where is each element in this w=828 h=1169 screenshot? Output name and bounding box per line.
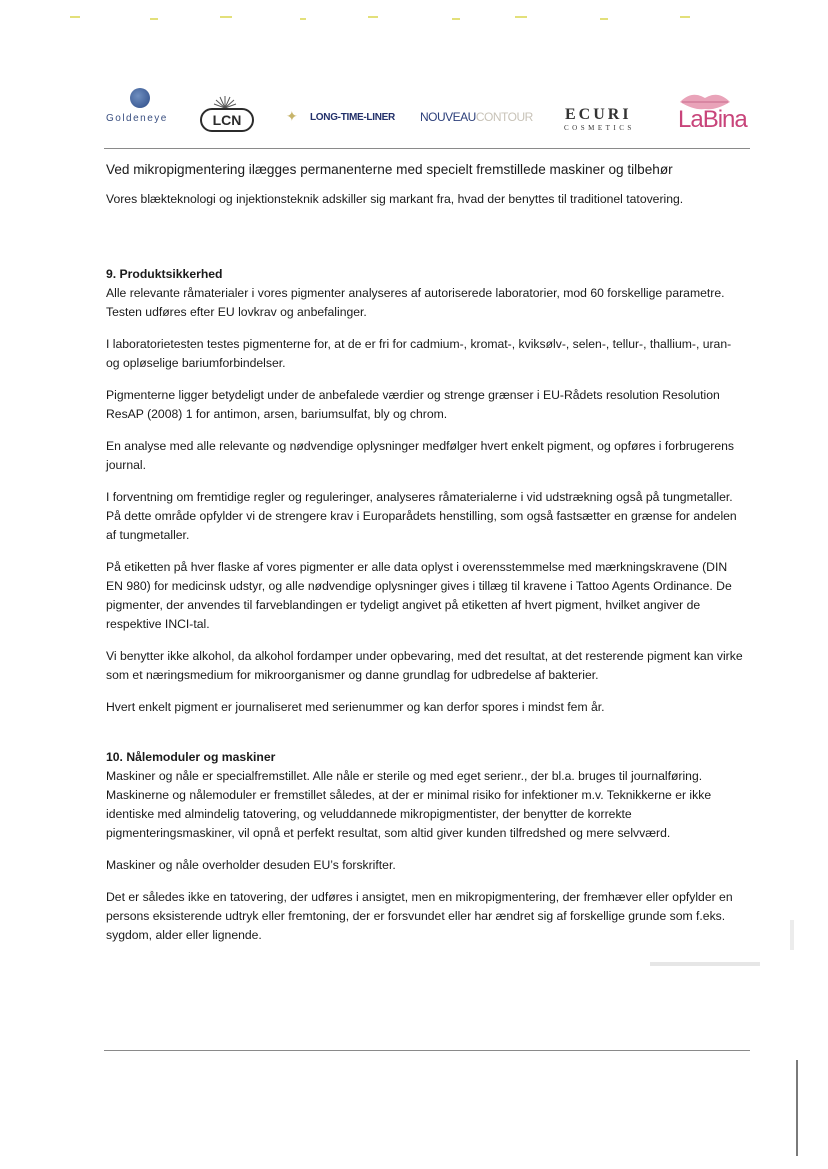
- scan-artifact: [650, 962, 760, 966]
- goldeneye-circle-icon: [130, 88, 150, 108]
- header-rule: [104, 148, 750, 149]
- longtimeliner-logo: LONG-TIME-LINER: [310, 112, 395, 123]
- section-9-paragraph: I laboratorietesten testes pigmenterne for, at de er fri for cadmium-, kromat-, kviksølv-, selen-, tellur-, thallium-, uran- og opløselige bariumforbindelser.: [106, 337, 732, 370]
- intro-section: [106, 160, 746, 209]
- section-9-paragraph: På etiketten på hver flaske af vores pigmenter er alle data oplyst i overensstemmelse med mærkningskravene (DIN EN 980) for medicinsk udstyr, og alle nødvendige oplysninger gives i tillæg til kravene i Tattoo Agents Ordinance. De pigmenter, der anvendes til farveblandingen er tydeligt angivet på etiketten af hvert pigment, hvilket angiver de respektive INCI-tal.: [106, 560, 732, 631]
- logo-strip: [100, 80, 760, 140]
- nouveau-contour-logo: [420, 110, 533, 124]
- section-10-paragraph: Maskiner og nåle overholder desuden EU’s forskrifter.: [106, 858, 396, 872]
- section-9-paragraph: Pigmenterne ligger betydeligt under de anbefalede værdier og strenge grænser i EU-Rådets resolution Resolution ResAP (2008) 1 for antimon, arsen, bariumsulfat, bly og chrom.: [106, 388, 720, 421]
- section-9-paragraph: En analyse med alle relevante og nødvendige oplysninger medfølger hvert enkelt pigment, og opføres i forbrugerens journal.: [106, 439, 735, 472]
- scan-edge-line: [796, 1060, 798, 1156]
- scan-speck: [680, 16, 690, 18]
- lcn-rays-icon: [213, 94, 237, 108]
- scan-speck: [452, 18, 460, 20]
- goldeneye-logo: Goldeneye: [106, 113, 168, 124]
- lcn-logo: LCN: [200, 108, 254, 132]
- nouveau-word: NOUVEAU: [420, 110, 476, 124]
- ecuri-sub: COSMETICS: [564, 124, 635, 132]
- scan-artifact: [790, 920, 794, 950]
- section-9-paragraph: Alle relevante råmaterialer i vores pigmenter analyseres af autoriserede laboratorier, mod 60 forskellige parametre. Testen udføres efter EU lovkrav og anbefalinger.: [106, 286, 725, 319]
- intro-paragraph: Vores blækteknologi og injektionsteknik adskiller sig markant fra, hvad der benyttes til traditionel tatovering.: [106, 192, 684, 206]
- labina-logo: LaBina: [678, 106, 747, 133]
- scan-speck: [300, 18, 306, 20]
- section-10-paragraph: Det er således ikke en tatovering, der udføres i ansigtet, men en mikropigmentering, der fremhæver eller opfylder en persons eksisterende udtryk eller fremtoning, der er forsvundet eller har ændret sig af forskellige grunde som f.eks. sygdom, alder eller lignende.: [106, 890, 733, 942]
- scan-speck: [70, 16, 80, 18]
- intro-lead: Ved mikropigmentering ilægges permanenterne med specielt fremstillede maskiner og tilbehør: [106, 162, 673, 177]
- section-9-paragraph: Vi benytter ikke alkohol, da alkohol fordamper under opbevaring, med det resultat, at det resterende pigment kan virke som et næringsmedium for mikroorganismer og danne grundlag for udbredelse af bakterier.: [106, 649, 743, 682]
- ecuri-logo: ECURI: [565, 106, 632, 123]
- scan-speck: [368, 16, 378, 18]
- scan-speck: [600, 18, 608, 20]
- section-9-paragraph: Hvert enkelt pigment er journaliseret med serienummer og kan derfor spores i mindst fem år.: [106, 700, 605, 714]
- longtimeliner-mark-icon: ✦: [286, 108, 298, 124]
- scan-speck: [220, 16, 232, 18]
- section-10: [106, 748, 746, 945]
- scan-speck: [150, 18, 158, 20]
- section-10-paragraph: Maskiner og nåle er specialfremstillet. Alle nåle er sterile og med eget serienr., der bl.a. bruges til journalføring. Maskinerne og nålemoduler er fremstillet således, at der er minimal risiko for infektioner m.v. Teknikkerne er ikke identiske med almindelig tatovering, og veluddannede mikropigmentister, der benytter de korrekte pigmenteringsmaskiner, vil opnå et perfekt resultat, som altid giver kunden tilfredshed og mere selvværd.: [106, 769, 712, 840]
- footer-rule: [104, 1050, 750, 1051]
- section-10-heading: 10. Nålemoduler og maskiner: [106, 750, 276, 764]
- contour-word: CONTOUR: [475, 110, 533, 124]
- section-9-heading: 9. Produktsikkerhed: [106, 267, 223, 281]
- section-9-paragraph: I forventning om fremtidige regler og reguleringer, analyseres råmaterialerne i vid udstrækning også på tungmetaller. På dette område opfylder vi de strengere krav i Europarådets henstilling, som også fastsætter en grænse for andelen af tungmetaller.: [106, 490, 737, 542]
- scan-speck: [515, 16, 527, 18]
- section-9: [106, 265, 746, 717]
